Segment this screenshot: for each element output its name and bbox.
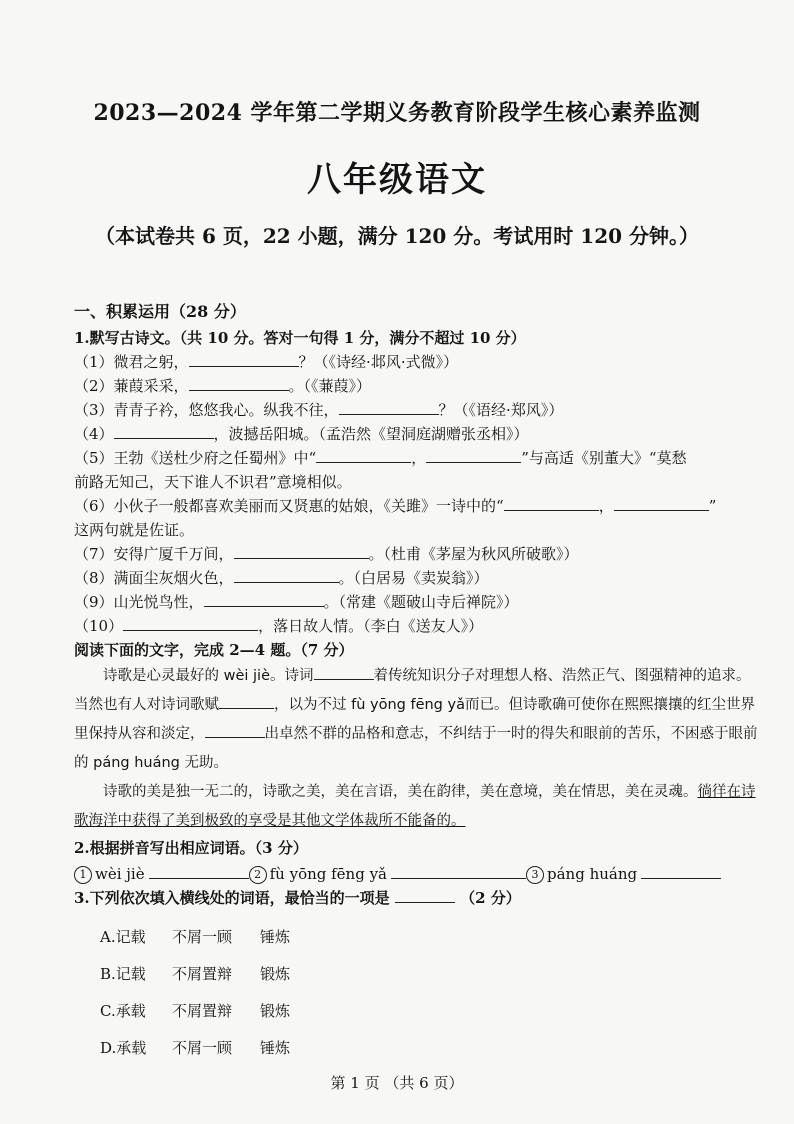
option-d[interactable]: D.承载 不屑一顾 锤炼 <box>100 1038 291 1057</box>
answer-blank[interactable] <box>395 886 455 903</box>
q1-item-7: （7）安得广厦千万间， 。（杜甫《茅屋为秋风所破歌》） <box>74 542 764 566</box>
answer-blank[interactable] <box>391 862 526 879</box>
exam-content <box>74 300 764 1066</box>
q2-title: 2.根据拼音写出相应词语。（3 分） <box>74 839 308 857</box>
circled-number: 3 <box>526 866 544 884</box>
answer-blank[interactable] <box>641 862 721 879</box>
pinyin-item-3: 3 páng huáng <box>526 862 637 886</box>
section-heading: 一、积累运用（28 分） <box>74 302 246 321</box>
q3-title: 3.下列依次填入横线处的词语，最恰当的一项是 （2 分） <box>74 886 764 910</box>
q3-options <box>100 918 764 1066</box>
q2-pinyin-row <box>74 862 764 886</box>
q1-item-6-cont: 这两句就是佐证。 <box>74 521 195 539</box>
passage-blank[interactable] <box>314 663 374 680</box>
exam-header-title: 2023—2024 学年第二学期义务教育阶段学生核心素养监测 <box>93 100 701 126</box>
q1-item-5: （5）王勃《送杜少府之任蜀州》中“ ， ”与高适《别董大》“莫愁 <box>74 446 764 470</box>
option-c[interactable]: C.承载 不屑置辩 锻炼 <box>100 1001 291 1020</box>
circled-number: 1 <box>74 866 92 884</box>
answer-blank[interactable] <box>204 590 324 607</box>
exam-info: （本试卷共 6 页，22 小题，满分 120 分。考试用时 120 分钟。） <box>95 224 699 248</box>
q1-item-10: （10） ，落日故人情。（李白《送友人》） <box>74 614 764 638</box>
option-b[interactable]: B.记载 不屑置辩 锻炼 <box>100 964 291 983</box>
q1-item-5-cont: 前路无知己，天下谁人不识君”意境相似。 <box>74 473 352 491</box>
answer-blank[interactable] <box>149 862 249 879</box>
answer-blank[interactable] <box>234 542 369 559</box>
q1-item-4: （4） ，波撼岳阳城。（孟浩然《望洞庭湖赠张丞相》） <box>74 422 764 446</box>
reading-passage-2: 诗歌的美是独一无二的，诗歌之美，美在言语，美在韵律，美在意境，美在情思，美在灵魂。徜徉在诗歌海洋中获得了美到极致的享受是其他文学体裁所不能备的。 <box>74 784 756 829</box>
answer-blank[interactable] <box>114 422 214 439</box>
q1-item-6: （6）小伙子一般都喜欢美丽而又贤惠的姑娘，《关雎》一诗中的“ ， ” <box>74 494 764 518</box>
pinyin-item-1: 1 wèi jiè <box>74 862 145 886</box>
option-a[interactable]: A.记载 不屑一顾 锤炼 <box>100 927 291 946</box>
circled-number: 2 <box>249 866 267 884</box>
pinyin-item-2: 2 fù yōng fēng yǎ <box>249 862 387 886</box>
q1-item-2: （2）蒹葭采采， 。（《蒹葭》） <box>74 374 764 398</box>
q1-title: 1.默写古诗文。（共 10 分。答对一句得 1 分，满分不超过 10 分） <box>74 329 526 347</box>
underlined-sentence: 徜徉在诗歌海洋中获得了美到极致的享受是其他文学体裁所不能备的。 <box>74 784 756 829</box>
q1-item-9: （9）山光悦鸟性， 。（常建《题破山寺后禅院》） <box>74 590 764 614</box>
answer-blank[interactable] <box>234 566 339 583</box>
answer-blank[interactable] <box>339 398 439 415</box>
answer-blank[interactable] <box>189 350 299 367</box>
q1-item-3: （3）青青子衿，悠悠我心。纵我不往， ？（《语经·郑风》） <box>74 398 764 422</box>
answer-blank[interactable] <box>189 374 289 391</box>
q1-item-1: （1）微君之躬， ？（《诗经·邶风·式微》） <box>74 350 764 374</box>
page-footer: 第 1 页 （共 6 页） <box>330 1074 464 1092</box>
reading-passage-1: 诗歌是心灵最好的 wèi jiè。诗词 着传统知识分子对理想人格、浩然正气、图强精神的追求。当然也有人对诗词歌赋 ，以为不过 fù yōng fēng yǎ而已。但诗歌确可使你在熙熙攘攘的红尘世界里保持从容和淡定， 出卓然不群的品格和意志，不纠结于一时的得失和眼前的苦乐，不困惑于眼前的 páng huáng 无助。 <box>74 662 764 778</box>
subject-title: 八年级语文 <box>307 160 487 200</box>
answer-blank[interactable] <box>123 614 258 631</box>
passage-blank[interactable] <box>205 721 265 738</box>
answer-blank[interactable] <box>504 494 599 511</box>
answer-blank[interactable] <box>614 494 709 511</box>
passage-blank[interactable] <box>219 692 274 709</box>
answer-blank[interactable] <box>316 446 411 463</box>
reading-title: 阅读下面的文字，完成 2—4 题。（7 分） <box>74 641 354 659</box>
q1-item-8: （8）满面尘灰烟火色， 。（白居易《卖炭翁》） <box>74 566 764 590</box>
answer-blank[interactable] <box>426 446 521 463</box>
